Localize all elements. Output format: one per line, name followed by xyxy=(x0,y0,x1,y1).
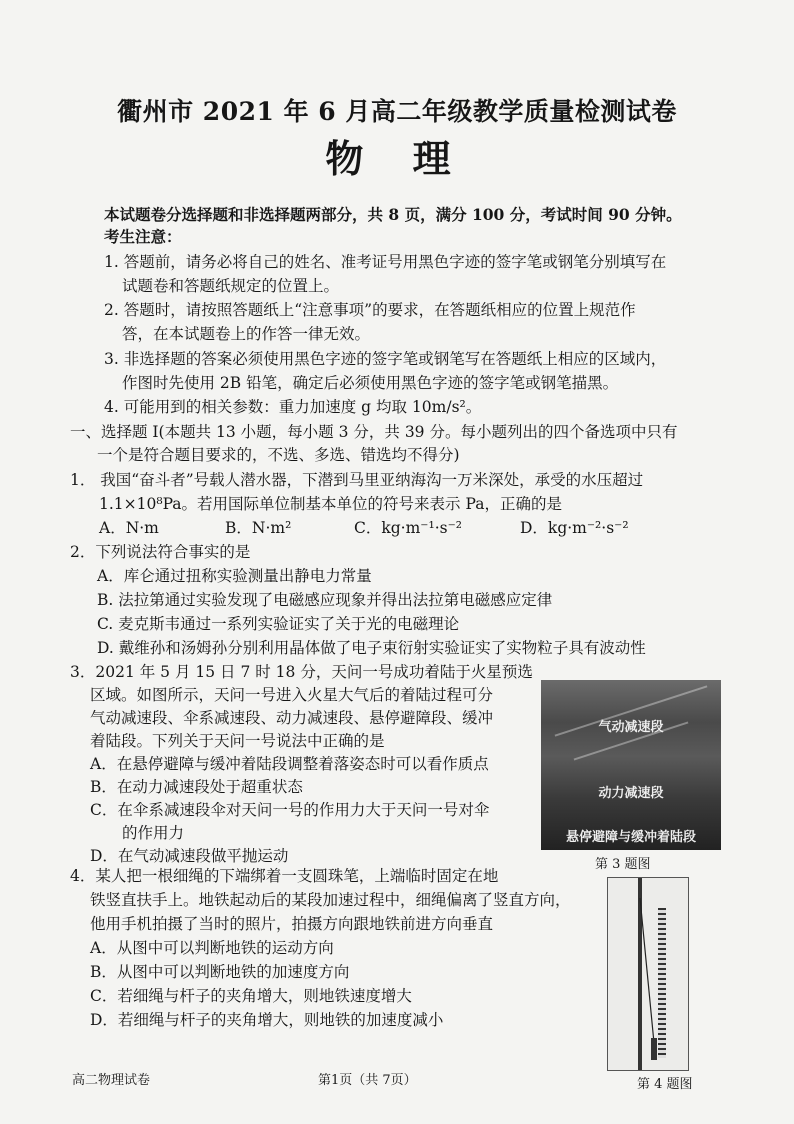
question-3-option-c-cont: 的作用力 xyxy=(122,824,185,842)
notice-title: 考生注意： xyxy=(104,227,182,246)
figure-string xyxy=(608,878,688,1070)
question-4-figure xyxy=(607,877,689,1071)
notice-line: 作图时先使用 2B 铅笔，确定后必须使用黑色字迹的签字笔或钢笔描黑。 xyxy=(122,374,619,392)
section-heading: 一个是符合题目要求的，不选、多选、错选均不得分) xyxy=(97,446,460,464)
question-4-option-b: B．从图中可以判断地铁的加速度方向 xyxy=(90,963,350,981)
paper-summary: 本试题卷分选择题和非选择题两部分，共 8 页，满分 100 分，考试时间 90 分钟。 xyxy=(104,205,682,224)
question-4-option-a: A．从图中可以判断地铁的运动方向 xyxy=(90,939,334,957)
figure-label-powered-deceleration: 动力减速段 xyxy=(598,786,664,801)
question-4-option-c: C．若细绳与杆子的夹角增大，则地铁速度增大 xyxy=(90,987,412,1005)
question-1-option-a: A．N·m xyxy=(99,519,159,537)
question-1-stem: 1． 我国“奋斗者”号载人潜水器，下潜到马里亚纳海沟一万米深处，承受的水压超过 xyxy=(70,471,644,489)
question-2-option-a: A．库仑通过扭称实验测量出静电力常量 xyxy=(97,567,372,585)
subject-title: 物 理 xyxy=(325,136,469,181)
figure-label-aero-deceleration: 气动减速段 xyxy=(598,720,664,735)
exam-title: 衢州市 2021 年 6 月高二年级教学质量检测试卷 xyxy=(117,97,677,126)
question-2-option-d: D. 戴维孙和汤姆孙分别利用晶体做了电子束衍射实验证实了实物粒子具有波动性 xyxy=(97,639,646,657)
footer-page-number: 第1页（共 7页） xyxy=(318,1073,417,1088)
question-1-option-d: D．kg·m⁻²·s⁻² xyxy=(520,519,629,537)
question-2-option-b: B. 法拉第通过实验发现了电磁感应现象并得出法拉第电磁感应定律 xyxy=(97,591,553,609)
notice-line: 2. 答题时，请按照答题纸上“注意事项”的要求，在答题纸相应的位置上规范作 xyxy=(104,301,636,319)
section-heading: 一、选择题 I(本题共 13 小题，每小题 3 分，共 39 分。每小题列出的四个备选项中只有 xyxy=(70,423,678,441)
question-1-option-b: B．N·m² xyxy=(225,519,292,537)
notice-line: 试题卷和答题纸规定的位置上。 xyxy=(122,277,340,295)
question-1-option-c: C．kg·m⁻¹·s⁻² xyxy=(354,519,462,537)
question-3-stem: 气动减速段、伞系减速段、动力减速段、悬停避障段、缓冲 xyxy=(90,709,494,727)
question-4-stem: 铁竖直扶手上。地铁起动后的某段加速过程中，细绳偏离了竖直方向， xyxy=(90,891,571,909)
question-3-option-c: C．在伞系减速段伞对天问一号的作用力大于天问一号对伞 xyxy=(90,801,490,819)
question-3-option-b: B．在动力减速段处于超重状态 xyxy=(90,778,303,796)
question-2-option-c: C. 麦克斯韦通过一系列实验证实了关于光的电磁理论 xyxy=(97,615,460,633)
question-4-stem: 4．某人把一根细绳的下端绑着一支圆珠笔，上端临时固定在地 xyxy=(70,867,499,885)
notice-line: 1. 答题前，请务必将自己的姓名、准考证号用黑色字迹的签字笔或钢笔分别填写在 xyxy=(104,253,667,271)
figure-label-hover-landing: 悬停避障与缓冲着陆段 xyxy=(565,830,696,845)
footer-paper-name: 高二物理试卷 xyxy=(72,1073,151,1088)
notice-line: 答，在本试题卷上的作答一律无效。 xyxy=(122,325,371,343)
question-3-stem: 着陆段。下列关于天问一号说法中正确的是 xyxy=(90,732,385,750)
notice-line: 3. 非选择题的答案必须使用黑色字迹的签字笔或钢笔写在答题纸上相应的区域内， xyxy=(104,350,667,368)
question-3-figure xyxy=(541,680,721,850)
question-3-stem: 区域。如图所示，天问一号进入火星大气后的着陆过程可分 xyxy=(90,686,494,704)
question-4-stem: 他用手机拍摄了当时的照片，拍摄方向跟地铁前进方向垂直 xyxy=(90,915,494,933)
question-3-stem: 3．2021 年 5 月 15 日 7 时 18 分，天问一号成功着陆于火星预选 xyxy=(70,663,533,681)
question-4-figure-caption: 第 4 题图 xyxy=(637,1077,693,1092)
notice-line: 4. 可能用到的相关参数：重力加速度 g 均取 10m/s²。 xyxy=(104,398,482,416)
question-4-option-d: D．若细绳与杆子的夹角增大，则地铁的加速度减小 xyxy=(90,1011,444,1029)
question-1-stem: 1.1×10⁸Pa。若用国际单位制基本单位的符号来表示 Pa，正确的是 xyxy=(99,495,562,513)
question-3-figure-caption: 第 3 题图 xyxy=(595,857,651,872)
question-2-stem: 2．下列说法符合事实的是 xyxy=(70,543,251,561)
question-3-option-d: D．在气动减速段做平抛运动 xyxy=(90,847,289,865)
question-3-option-a: A．在悬停避障与缓冲着陆段调整着落姿态时可以看作质点 xyxy=(90,755,489,773)
